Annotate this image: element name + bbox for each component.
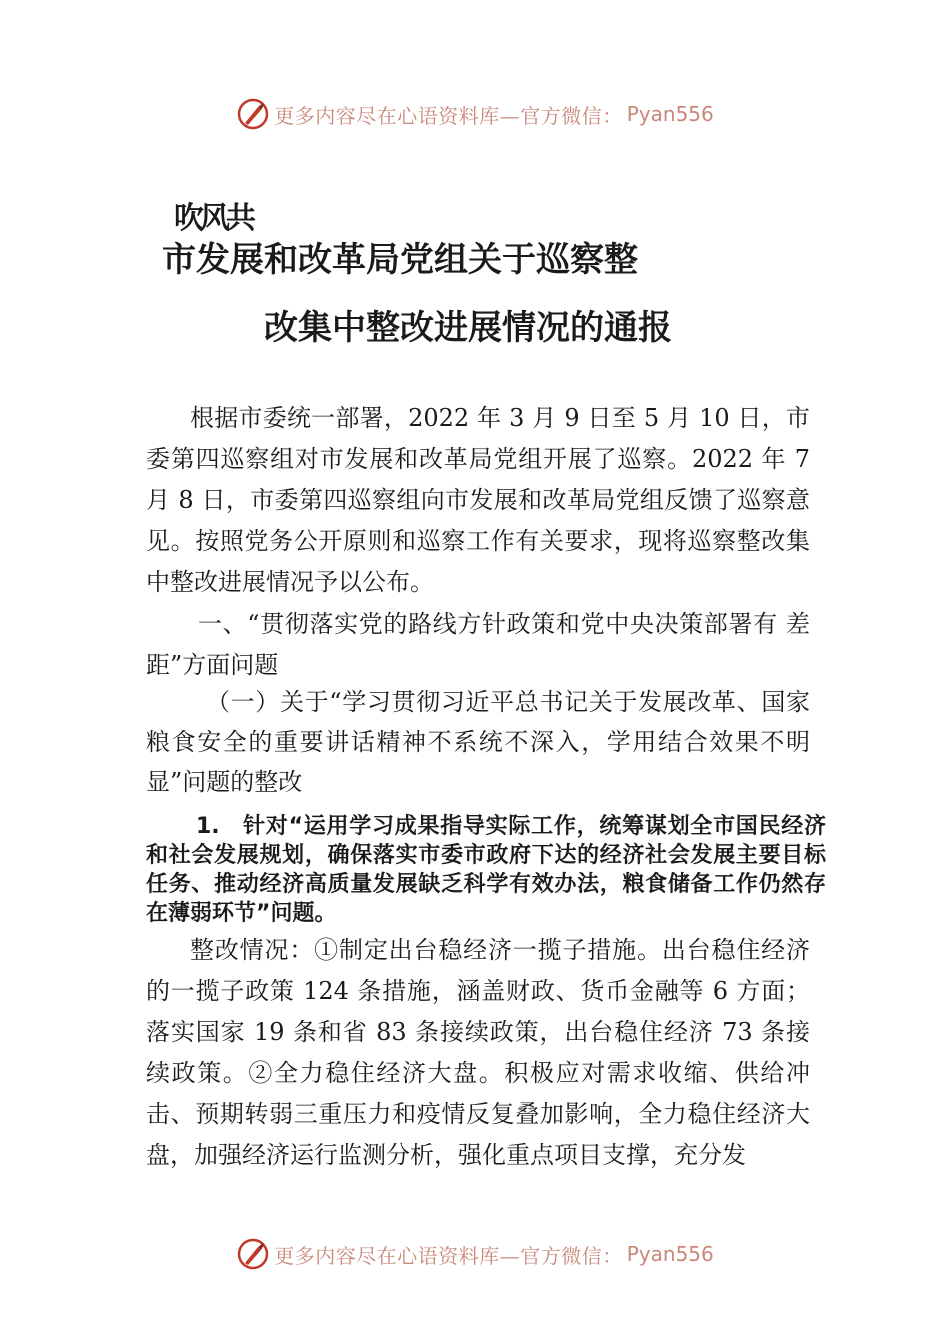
corner-mark: 吹风共 [174, 201, 252, 236]
pen-logo-icon [236, 1237, 270, 1271]
banner-text: 更多内容尽在心语资料库—官方微信： [274, 1243, 623, 1268]
body-paragraph-intro: 根据市委统一部署，2022 年 3 月 9 日至 5 月 10 日，市委第四巡察组对市发展和改革局党组开展了巡察。2022 年 7 月 8 日，市委第四巡察组向市发展和改革局党组反馈了巡察意见。按照党务公开原则和巡察工作有关要求，现将巡察整改集中整改进展情况予以公布。 [146, 404, 810, 596]
footer-banner [0, 1234, 950, 1274]
header-banner [0, 94, 950, 134]
banner-wechat-id: Pyan556 [626, 1242, 714, 1266]
banner-wechat-id: Pyan556 [626, 102, 714, 126]
subsection-heading-1: （一）关于“学习贯彻习近平总书记关于发展改革、国家粮食安全的重要讲话精神不系统不深入，学用结合效果不明显”问题的整改 [146, 688, 810, 796]
document-title-line-1: 市发展和改革局党组关于巡察整 [162, 240, 638, 280]
pen-logo-icon [236, 97, 270, 131]
section-heading-1: 一、“贯彻落实党的路线方针政策和党中央决策部署有 差距”方面问题 [146, 610, 810, 679]
item-heading-1: 1. 针对“运用学习成果指导实际工作，统筹谋划全市国民经济和社会发展规划，确保落实市委市政府下达的经济社会发展主要目标任务、推动经济高质量发展缺乏科学有效办法，粮食储备工作仍然存在薄弱环节”问题。 [146, 814, 826, 926]
document-title-line-2: 改集中整改进展情况的通报 [264, 308, 672, 348]
banner-text: 更多内容尽在心语资料库—官方微信： [274, 103, 623, 128]
body-paragraph-rectification: 整改情况：①制定出台稳经济一揽子措施。出台稳住经济的一揽子政策 124 条措施，涵盖财政、货币金融等 6 方面；落实国家 19 条和省 83 条接续政策，出台稳住经济 73 条接续政策。②全力稳住经济大盘。积极应对需求收缩、供给冲击、预期转弱三重压力和疫情反复叠加影响，全力稳住经济大盘，加强经济运行监测分析，强化重点项目支撑，充分发 [146, 936, 810, 1169]
